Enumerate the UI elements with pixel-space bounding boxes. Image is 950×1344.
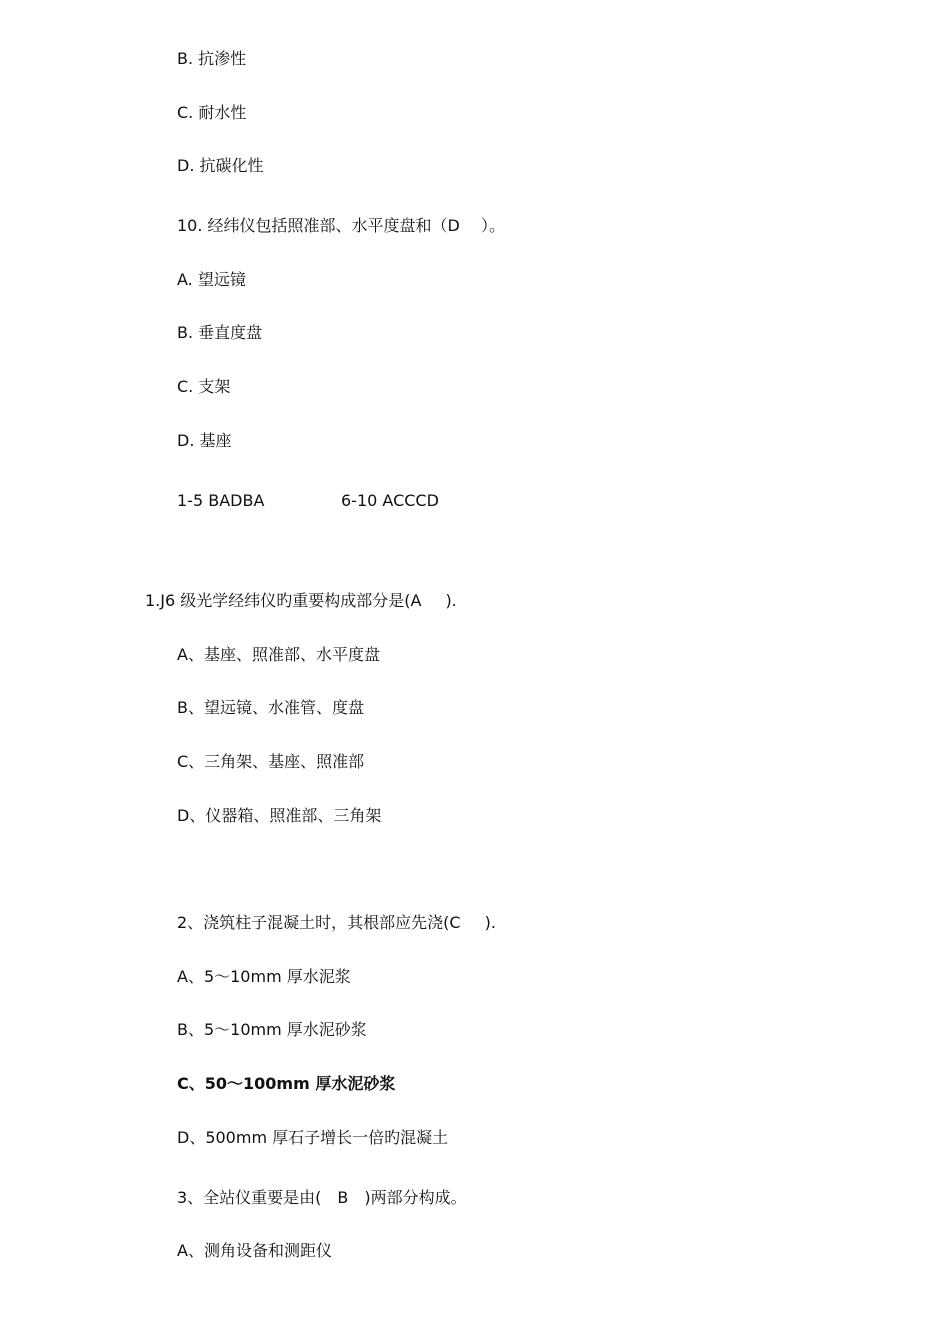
question-10-option-a: A. 望远镜: [177, 270, 246, 289]
question-10: 10. 经纬仪包括照准部、水平度盘和（D ）。: [177, 216, 505, 235]
question-1-option-d: D、仪器箱、照准部、三角架: [177, 806, 382, 825]
option-d-carbonation-resistance: D. 抗碳化性: [177, 156, 264, 175]
question-1: 1.J6 级光学经纬仪旳重要构成部分是(A ).: [145, 591, 457, 610]
question-10-option-c: C. 支架: [177, 377, 231, 396]
question-1-option-a: A、基座、照准部、水平度盘: [177, 645, 380, 664]
question-10-option-b: B. 垂直度盘: [177, 323, 263, 342]
question-2: 2、浇筑柱子混凝土时，其根部应先浇(C ).: [177, 913, 496, 932]
question-10-option-d: D. 基座: [177, 431, 232, 450]
option-c-water-resistance: C. 耐水性: [177, 103, 247, 122]
question-3-option-a: A、测角设备和测距仪: [177, 1241, 332, 1260]
question-2-option-c-correct: C、50～100mm 厚水泥砂浆: [177, 1074, 396, 1093]
answer-key-1-5: 1-5 BADBA: [177, 491, 265, 510]
answer-key-6-10: 6-10 ACCCD: [341, 491, 439, 510]
question-2-option-a: A、5～10mm 厚水泥浆: [177, 967, 351, 986]
question-3: 3、全站仪重要是由( B )两部分构成。: [177, 1188, 467, 1207]
question-1-option-c: C、三角架、基座、照准部: [177, 752, 365, 771]
option-b-impermeability: B. 抗渗性: [177, 49, 247, 68]
question-1-option-b: B、望远镜、水准管、度盘: [177, 698, 364, 717]
question-2-option-d: D、500mm 厚石子增长一倍旳混凝土: [177, 1128, 449, 1147]
question-2-option-b: B、5～10mm 厚水泥砂浆: [177, 1020, 367, 1039]
